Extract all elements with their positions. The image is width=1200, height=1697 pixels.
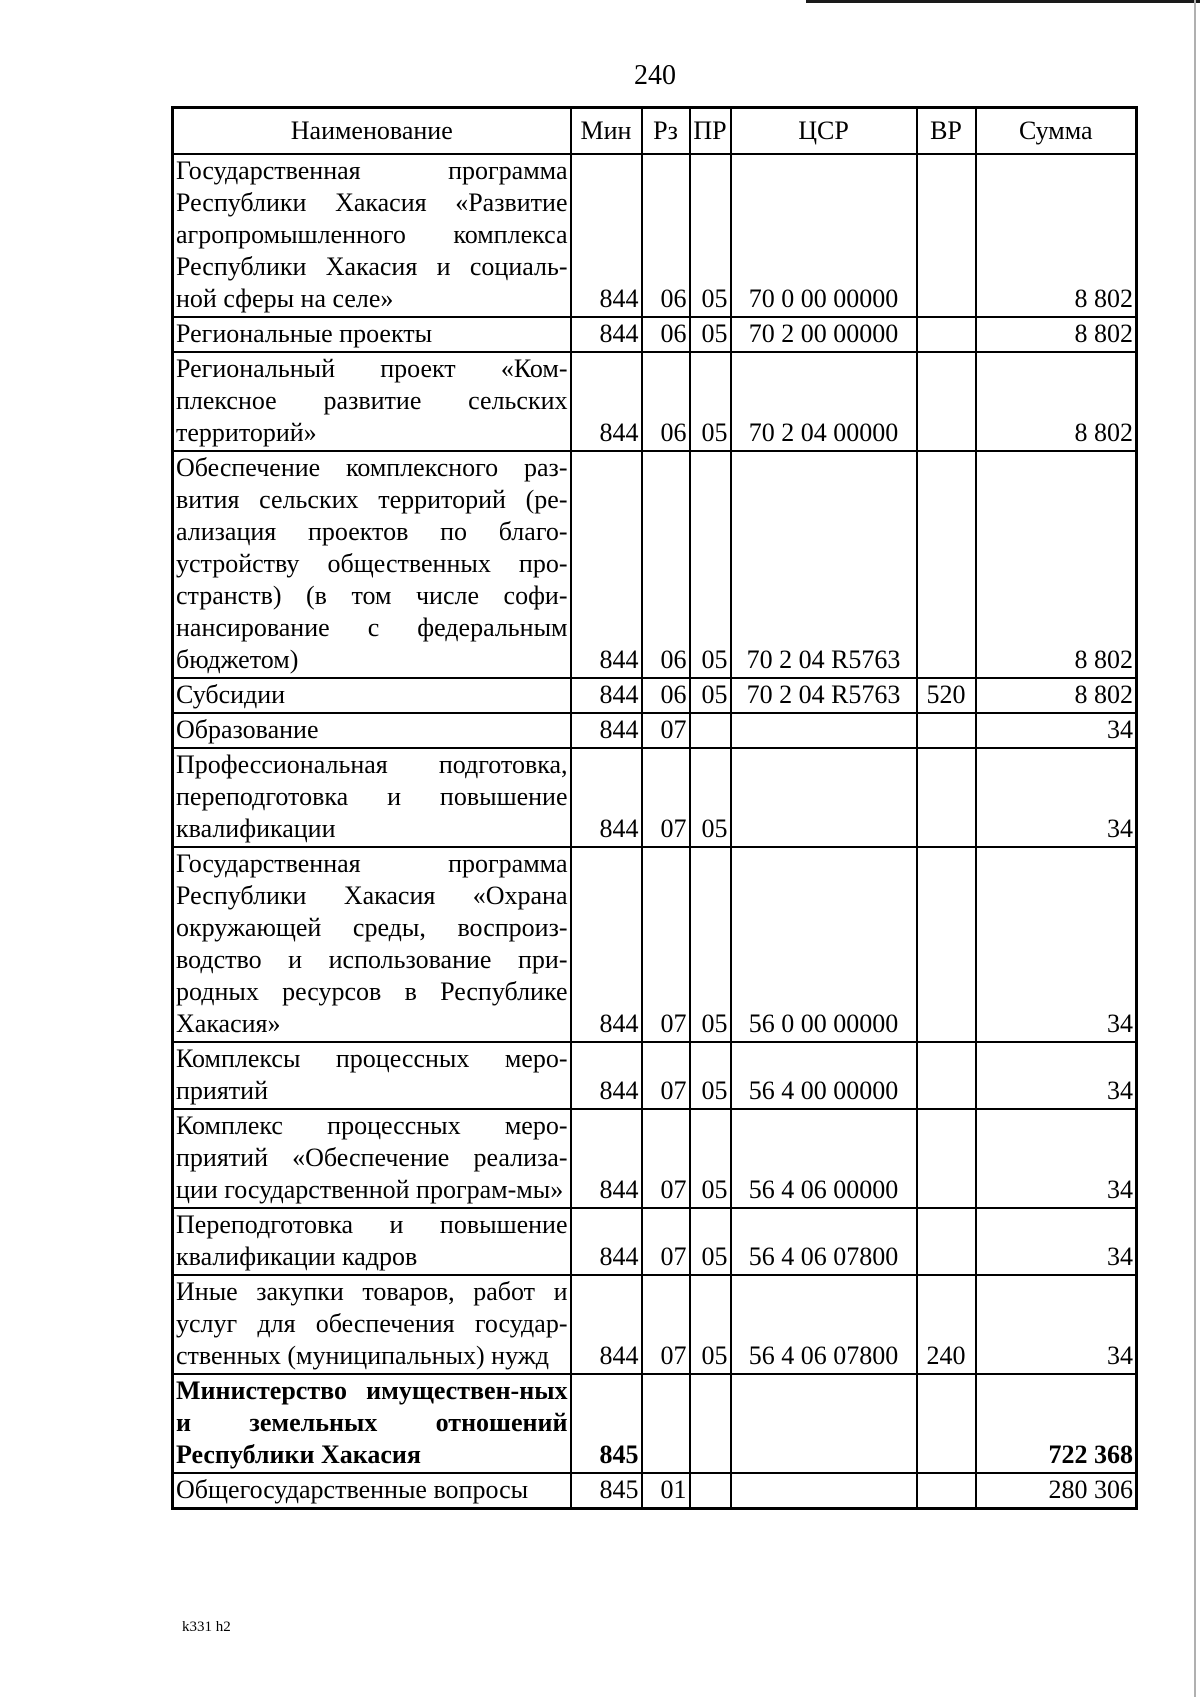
cell-csr [731, 1374, 917, 1473]
cell-vr [917, 713, 976, 748]
page-number: 240 [634, 60, 676, 91]
cell-vr [917, 847, 976, 1042]
cell-name: Иные закупки товаров, работ и услуг для обеспечения государ-ственных (муниципальных) нужд [173, 1275, 571, 1374]
cell-pr: 05 [690, 352, 731, 451]
cell-name: Региональные проекты [173, 317, 571, 352]
table-row [173, 1275, 1137, 1374]
cell-rz [642, 1374, 690, 1473]
cell-pr: 05 [690, 1208, 731, 1275]
cell-name: Комплекс процессных меро-приятий «Обеспечение реализа-ции государственной програм-мы» [173, 1109, 571, 1208]
cell-rz: 06 [642, 352, 690, 451]
cell-sum: 34 [976, 1042, 1137, 1109]
cell-pr: 05 [690, 451, 731, 678]
cell-min: 844 [571, 317, 642, 352]
cell-pr: 05 [690, 1042, 731, 1109]
cell-min: 844 [571, 1208, 642, 1275]
cell-csr: 56 4 06 07800 [731, 1275, 917, 1374]
table-row [173, 154, 1137, 317]
table-row [173, 1374, 1137, 1473]
cell-name: Профессиональная подготовка, переподготовка и повышение квалификации [173, 748, 571, 847]
cell-min: 845 [571, 1374, 642, 1473]
cell-pr: 05 [690, 748, 731, 847]
cell-rz: 06 [642, 317, 690, 352]
cell-name: Образование [173, 713, 571, 748]
cell-vr [917, 317, 976, 352]
header-sum: Сумма [976, 108, 1137, 155]
cell-vr [917, 748, 976, 847]
cell-vr [917, 451, 976, 678]
table-row [173, 847, 1137, 1042]
cell-rz: 07 [642, 1208, 690, 1275]
cell-sum: 722 368 [976, 1374, 1137, 1473]
table-row [173, 713, 1137, 748]
cell-vr: 240 [917, 1275, 976, 1374]
cell-min: 844 [571, 678, 642, 713]
cell-sum: 280 306 [976, 1473, 1137, 1509]
table-row [173, 678, 1137, 713]
cell-sum: 34 [976, 1109, 1137, 1208]
cell-pr: 05 [690, 678, 731, 713]
cell-rz: 06 [642, 451, 690, 678]
cell-vr [917, 1042, 976, 1109]
cell-csr: 70 2 04 00000 [731, 352, 917, 451]
header-vr: ВР [917, 108, 976, 155]
cell-min: 844 [571, 1109, 642, 1208]
table-row [173, 352, 1137, 451]
cell-csr [731, 748, 917, 847]
table-row [173, 317, 1137, 352]
cell-min: 844 [571, 451, 642, 678]
table-row [173, 451, 1137, 678]
cell-csr: 56 4 00 00000 [731, 1042, 917, 1109]
cell-name: Переподготовка и повышение квалификации кадров [173, 1208, 571, 1275]
table-row [173, 1042, 1137, 1109]
cell-sum: 8 802 [976, 317, 1137, 352]
cell-rz: 07 [642, 748, 690, 847]
cell-vr [917, 1109, 976, 1208]
footer-code: k331 h2 [182, 1619, 231, 1635]
header-rz: Рз [642, 108, 690, 155]
header-name: Наименование [173, 108, 571, 155]
cell-pr [690, 1473, 731, 1509]
cell-name: Комплексы процессных меро-приятий [173, 1042, 571, 1109]
cell-rz: 07 [642, 847, 690, 1042]
cell-csr: 56 4 06 07800 [731, 1208, 917, 1275]
cell-vr [917, 154, 976, 317]
header-pr: ПР [690, 108, 731, 155]
cell-csr: 56 4 06 00000 [731, 1109, 917, 1208]
cell-min: 844 [571, 847, 642, 1042]
cell-rz: 07 [642, 713, 690, 748]
cell-min: 844 [571, 1042, 642, 1109]
cell-pr: 05 [690, 154, 731, 317]
cell-vr [917, 1374, 976, 1473]
table-row [173, 1473, 1137, 1509]
cell-min: 844 [571, 352, 642, 451]
table-row [173, 1208, 1137, 1275]
cell-name: Общегосударственные вопросы [173, 1473, 571, 1509]
cell-name: Государственная программа Республики Хакасия «Развитие агропромышленного комплекса Республики Хакасия и социаль-ной сферы на селе» [173, 154, 571, 317]
cell-sum: 8 802 [976, 154, 1137, 317]
cell-name: Обеспечение комплексного раз-вития сельских территорий (ре-ализация проектов по благо-устройству общественных про-странств) (в том числе софи-нансирование с федеральным бюджетом) [173, 451, 571, 678]
cell-rz: 07 [642, 1042, 690, 1109]
cell-pr: 05 [690, 847, 731, 1042]
cell-rz: 07 [642, 1275, 690, 1374]
cell-name: Министерство имуществен-ных и земельных отношений Республики Хакасия [173, 1374, 571, 1473]
scan-edge-top [806, 0, 1200, 3]
table-row [173, 748, 1137, 847]
cell-sum: 34 [976, 713, 1137, 748]
cell-sum: 34 [976, 1208, 1137, 1275]
table-row [173, 1109, 1137, 1208]
cell-csr: 70 2 00 00000 [731, 317, 917, 352]
cell-rz: 07 [642, 1109, 690, 1208]
cell-sum: 34 [976, 1275, 1137, 1374]
cell-rz: 01 [642, 1473, 690, 1509]
cell-rz: 06 [642, 154, 690, 317]
cell-sum: 8 802 [976, 678, 1137, 713]
cell-pr [690, 1374, 731, 1473]
cell-rz: 06 [642, 678, 690, 713]
cell-sum: 8 802 [976, 352, 1137, 451]
cell-sum: 34 [976, 748, 1137, 847]
cell-min: 844 [571, 154, 642, 317]
cell-vr [917, 352, 976, 451]
cell-vr: 520 [917, 678, 976, 713]
scan-edge-right [1194, 0, 1196, 1697]
cell-min: 845 [571, 1473, 642, 1509]
cell-min: 844 [571, 713, 642, 748]
cell-csr [731, 1473, 917, 1509]
cell-min: 844 [571, 1275, 642, 1374]
cell-csr: 70 2 04 R5763 [731, 678, 917, 713]
cell-pr: 05 [690, 1275, 731, 1374]
cell-sum: 8 802 [976, 451, 1137, 678]
cell-csr: 56 0 00 00000 [731, 847, 917, 1042]
table-body [173, 154, 1137, 1509]
cell-pr: 05 [690, 317, 731, 352]
cell-name: Региональный проект «Ком-плексное развитие сельских территорий» [173, 352, 571, 451]
cell-pr [690, 713, 731, 748]
cell-name: Государственная программа Республики Хакасия «Охрана окружающей среды, воспроиз-водство и использование при-родных ресурсов в Республике Хакасия» [173, 847, 571, 1042]
cell-csr: 70 2 04 R5763 [731, 451, 917, 678]
header-min: Мин [571, 108, 642, 155]
cell-vr [917, 1473, 976, 1509]
cell-vr [917, 1208, 976, 1275]
cell-csr: 70 0 00 00000 [731, 154, 917, 317]
budget-table [171, 106, 1138, 1510]
cell-sum: 34 [976, 847, 1137, 1042]
cell-csr [731, 713, 917, 748]
cell-pr: 05 [690, 1109, 731, 1208]
header-csr: ЦСР [731, 108, 917, 155]
table-header-row [173, 108, 1137, 155]
cell-min: 844 [571, 748, 642, 847]
cell-name: Субсидии [173, 678, 571, 713]
